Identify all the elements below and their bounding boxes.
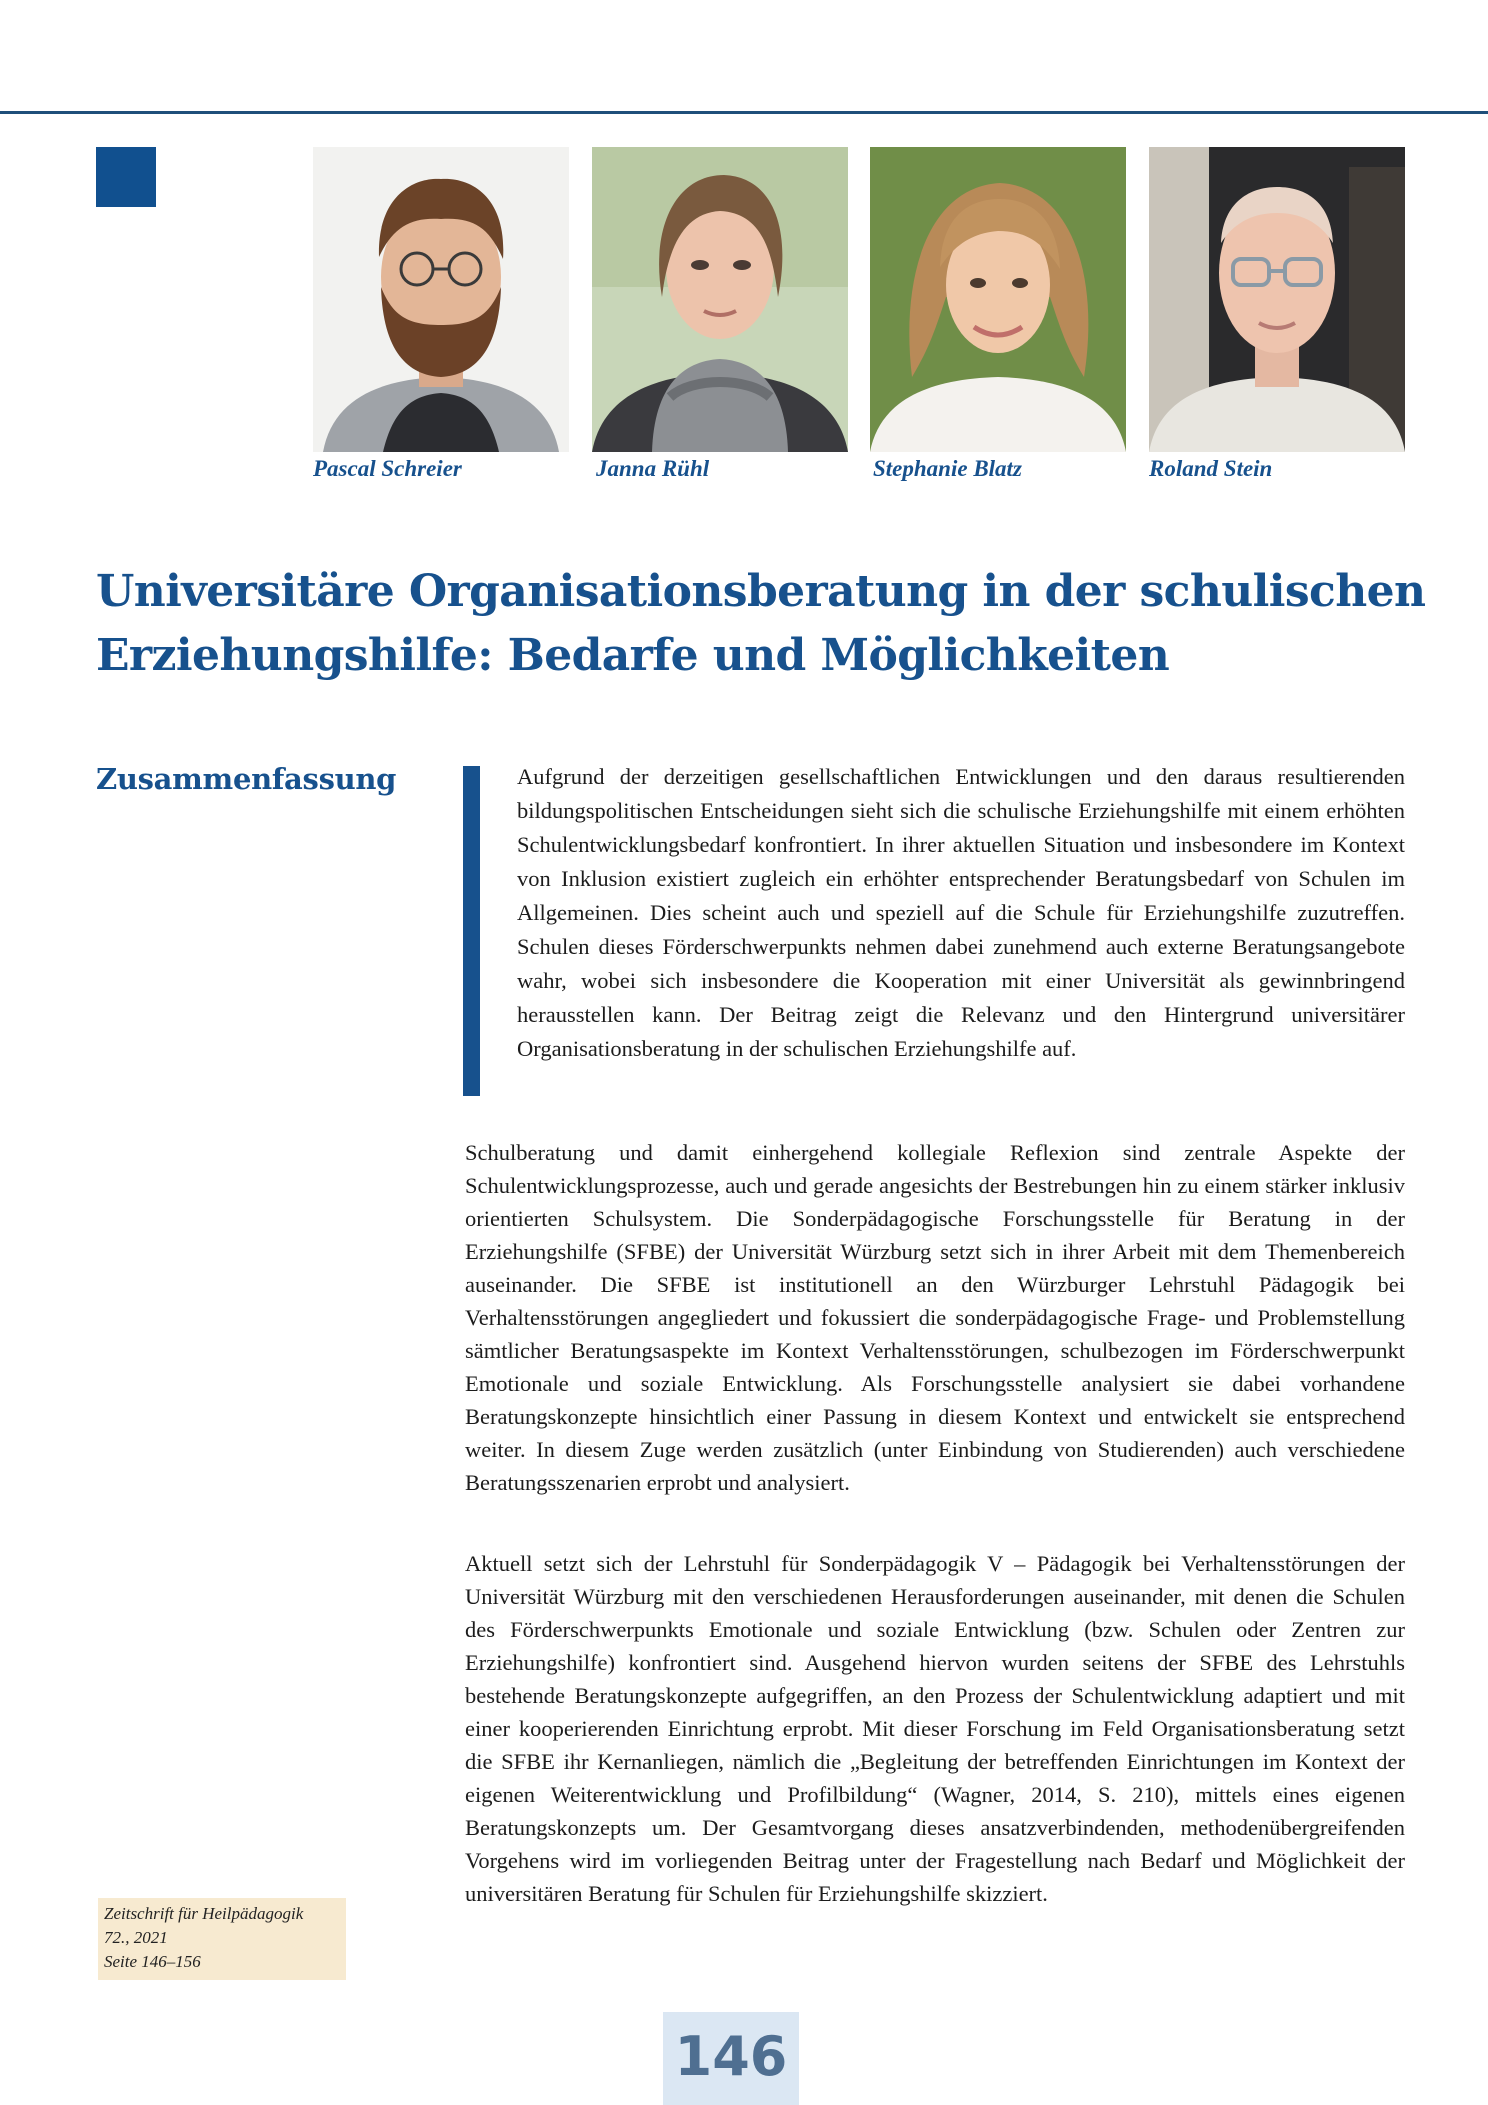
title-line: Universitäre Organisationsberatung in der schulischen [96,566,1426,617]
author-photo-ruehl [592,147,848,452]
author-name: Stephanie Blatz [873,456,1022,481]
author-name: Roland Stein [1149,456,1273,481]
journal-volume: 72., 2021 [104,1928,168,1947]
journal-pages: Seite 146–156 [104,1952,201,1971]
author-photo-schreier [313,147,569,452]
abstract-bar [463,766,480,1096]
abstract-text: Aufgrund der derzeitigen gesellschaftlichen Entwicklungen und den daraus resultierenden bildungspolitischen Entscheidungen sieht sich die schulische Erziehungshilfe mit einem erhöhten Schulentwicklungsbedarf konfrontiert. In ihrer aktuellen Situation und insbesondere im Kontext von Inklusion existiert zugleich ein erhöhter entsprechender Beratungsbedarf von Schulen im Allgemeinen. Dies scheint auch und speziell auf die Schule für Erziehungshilfe zuzutreffen. Schulen dieses Förderschwerpunkts nehmen dabei zunehmend auch externe Beratungsangebote wahr, wobei sich insbesondere die Kooperation mit einer Universität als gewinnbringend herausstellen kann. Der Beitrag zeigt die Relevanz und den Hintergrund universitärer Organisationsberatung in der schulischen Erziehungshilfe auf. [517,764,1405,1061]
page-number-box [663,2012,799,2105]
decorative-square [96,147,156,207]
article-title [96,560,1426,688]
journal-name: Zeitschrift für Heilpädagogik [104,1904,304,1923]
journal-info-box [98,1898,346,1980]
author-photo-stein [1149,147,1405,452]
body-paragraph: Schulberatung und damit einhergehend kollegiale Reflexion sind zentrale Aspekte der Schulentwicklungsprozesse, auch und gerade angesichts der Bestrebungen hin zu einem stärker inklusiv orientierten Schulsystem. Die Sonderpädagogische Forschungsstelle für Beratung in der Erziehungshilfe (SFBE) der Universität Würzburg setzt sich in ihrer Arbeit mit dem Themenbereich auseinander. Die SFBE ist institutionell an den Würzburger Lehrstuhl Pädagogik bei Verhaltensstörungen angegliedert und fokussiert die sonderpädagogische Frage- und Problemstellung sämtlicher Beratungsaspekte im Kontext Verhaltensstörungen, schulbezogen im Förderschwerpunkt Emotionale und soziale Entwicklung. Als Forschungsstelle analysiert sie dabei vorhandene Beratungskonzepte hinsichtlich einer Passung in diesem Kontext und entwickelt sie entsprechend weiter. In diesem Zuge werden zusätzlich (unter Einbindung von Studierenden) auch verschiedene Beratungsszenarien erprobt und analysiert. [465,1140,1405,1495]
title-line: Erziehungshilfe: Bedarfe und Möglichkeiten [96,630,1170,681]
abstract-heading: Zusammenfassung [96,762,397,796]
author-name: Pascal Schreier [313,456,462,481]
body-paragraph: Aktuell setzt sich der Lehrstuhl für Sonderpädagogik V – Pädagogik bei Verhaltensstörungen der Universität Würzburg mit den verschiedenen Herausforderungen auseinander, mit denen die Schulen des Förderschwerpunkts Emotionale und soziale Entwicklung (bzw. Schulen oder Zentren zur Erziehungshilfe) konfrontiert sind. Ausgehend hiervon wurden seitens der SFBE des Lehrstuhls bestehende Beratungskonzepte aufgegriffen, an den Prozess der Schulentwicklung adaptiert und mit einer kooperierenden Einrichtung erprobt. Mit dieser Forschung im Feld Organisationsberatung setzt die SFBE ihr Kernanliegen, nämlich die „Begleitung der betreffenden Einrichtungen im Kontext der eigenen Weiterentwicklung und Profilbildung“ (Wagner, 2014, S. 210), mittels eines eigenen Beratungskonzepts um. Der Gesamtvorgang dieses ansatzverbindenden, methodenübergreifenden Vorgehens wird im vorliegenden Beitrag unter der Fragestellung nach Bedarf und Möglichkeit der universitären Beratung für Schulen für Erziehungshilfe skizziert. [465,1551,1405,1906]
author-photo-blatz [870,147,1126,452]
author-name: Janna Rühl [596,456,710,481]
top-rule [0,111,1488,114]
page-number: 146 [674,2025,788,2088]
